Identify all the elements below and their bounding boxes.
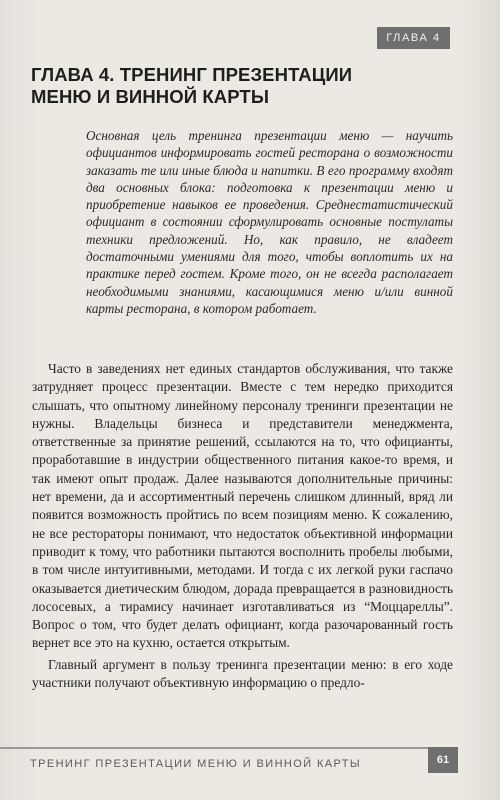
chapter-title-line-2: МЕНЮ И ВИННОЙ КАРТЫ bbox=[31, 86, 270, 107]
body-paragraph-1: Часто в заведениях нет единых стандартов обслуживания, что также затрудняет процесс презентации. Вместе с тем нередко приходится слышать, что опытному линейному персоналу тренинги презентации не нужны. Владельцы бизнеса и представители менеджмента, ответственные за принятие решений, ссылаются на то, что официанты, проработавшие в индустрии общественного питания какое-то время, и так имеют опыт продаж. Далее называются дополнительные причины: нет времени, да и ассортиментный перечень слишком длинный, вряд ли появится возможность пройтись по всем позициям меню. К сожалению, не все рестораторы понимают, что недостаток объективной информации приводит к тому, что работники пытаются восполнить пробелы любыми, в том числе интуитивными, методами. И тогда с их легкой руки гаспачо оказывается диетическим блюдом, дорада превращается в разновидность лососевых, а тирамису начинает изготавливаться из “Моццареллы”. Вопрос о том, что будет делать официант, когда разочарованный гость вернет все это на кухню, остается открытым. bbox=[32, 361, 453, 651]
chapter-tab-label: ГЛАВА 4 bbox=[386, 32, 441, 44]
footer-rule bbox=[0, 747, 428, 749]
body-paragraph-2: Главный аргумент в пользу тренинга презентации меню: в его ходе участники получают объективную информацию о предло- bbox=[32, 656, 453, 691]
chapter-title-line-1: ГЛАВА 4. ТРЕНИНГ ПРЕЗЕНТАЦИИ bbox=[31, 64, 353, 85]
body-text bbox=[32, 360, 453, 695]
chapter-title bbox=[31, 64, 451, 108]
chapter-tab bbox=[377, 27, 450, 49]
running-footer: ТРЕНИНГ ПРЕЗЕНТАЦИИ МЕНЮ И ВИННОЙ КАРТЫ bbox=[30, 758, 362, 770]
page-number: 61 bbox=[428, 747, 458, 773]
chapter-intro: Основная цель тренинга презентации меню — научить официантов информировать гостей ресторана о возможности заказать те или иные блюда и напитки. В его программу входят два основных блока: подготовка к презентации меню и приобретение навыков ее проведения. Среднестатистический официант в состоянии сформулировать основные постулаты техники предложений. Но, как правило, не владеет достаточными умениями для того, чтобы воплотить их на практике перед гостем. Кроме того, он не всегда располагает необходимыми знаниями, касающимися меню и/или винной карты ресторана, в котором работает. bbox=[86, 128, 453, 316]
